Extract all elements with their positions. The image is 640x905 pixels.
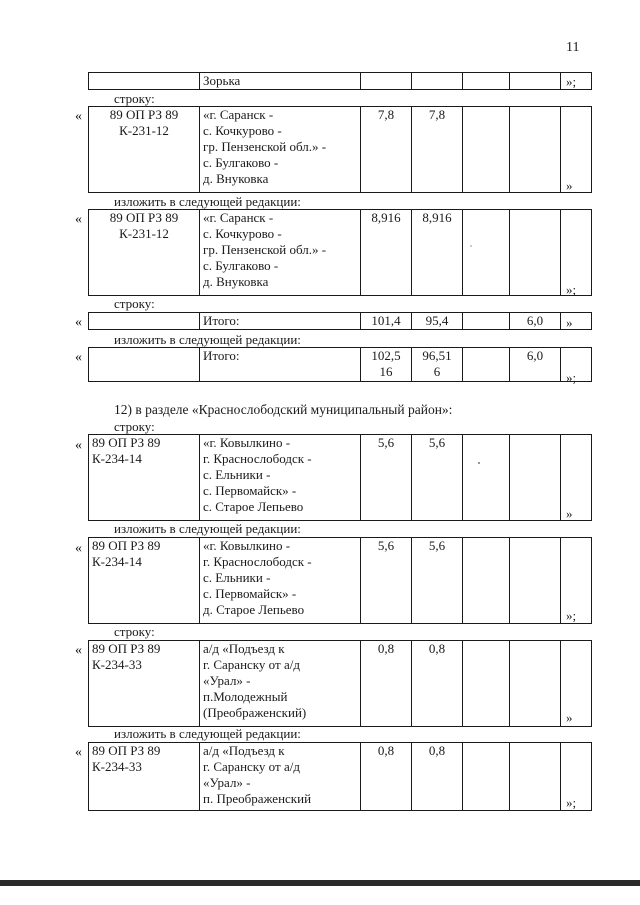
cell-line: с. Ельники -: [203, 570, 271, 585]
cell-line: 0,8: [428, 641, 446, 656]
road-code-cell: [89, 743, 200, 811]
cell-line: [415, 73, 459, 89]
length-total-cell: [361, 641, 412, 727]
empty-cell: [463, 313, 510, 330]
road-code-cell: [89, 210, 200, 296]
length-paved-cell: [412, 641, 463, 727]
cell-line: гр. Пензенской обл.» -: [203, 139, 327, 154]
table-row: [88, 640, 592, 727]
length-paved-cell: [412, 348, 463, 382]
scan-speck: [470, 245, 472, 247]
empty-cell: [463, 73, 510, 90]
length-total-cell: [361, 107, 412, 193]
open-quote-mark: «: [75, 315, 82, 330]
table-row: [88, 312, 592, 330]
close-quote-mark: »;: [566, 795, 577, 810]
length-paved-cell: [412, 538, 463, 624]
cell-line: 5,6: [428, 435, 446, 450]
road-name-cell: [200, 348, 361, 382]
open-quote-mark: «: [75, 109, 82, 124]
scan-border: [0, 880, 640, 886]
road-code-cell: [89, 73, 200, 90]
cell-line: д. Старое Лепьево: [203, 602, 305, 617]
cell-line: а/д «Подъезд к: [203, 743, 285, 758]
cell-line: «Урал» -: [203, 673, 251, 688]
cell-line: 5,6: [428, 538, 446, 553]
instruction-label: строку:: [114, 419, 155, 434]
empty-cell: [463, 641, 510, 727]
cell-line: [513, 107, 557, 123]
cell-line: 7,8: [377, 107, 395, 122]
cell-line: 6,0: [526, 313, 544, 328]
instruction-label: строку:: [114, 624, 155, 639]
empty-cell: [463, 348, 510, 382]
cell-line: 89 ОП РЗ 89: [109, 107, 179, 122]
cell-line: 5,6: [377, 435, 395, 450]
length-other-cell: [510, 107, 561, 193]
length-total-cell: [361, 435, 412, 521]
cell-line: [364, 73, 408, 89]
road-name-cell: [200, 210, 361, 296]
length-other-cell: [510, 538, 561, 624]
cell-line: д. Внуковка: [203, 274, 269, 289]
road-name-cell: [200, 538, 361, 624]
road-code-cell: [89, 435, 200, 521]
road-name-cell: [200, 743, 361, 811]
length-total-cell: [361, 210, 412, 296]
table-row: [88, 742, 592, 811]
cell-line: 0,8: [377, 641, 395, 656]
cell-line: [513, 210, 557, 226]
cell-line: г. Краснослободск -: [203, 451, 312, 466]
cell-line: 89 ОП РЗ 89: [92, 743, 161, 758]
cell-line: д. Внуковка: [203, 171, 269, 186]
road-code-cell: [89, 348, 200, 382]
road-name-cell: [200, 435, 361, 521]
length-total-cell: [361, 348, 412, 382]
cell-line: (Преображенский): [203, 705, 307, 720]
cell-line: с. Булгаково -: [203, 258, 279, 273]
cell-line: п.Молодежный: [203, 689, 288, 704]
empty-cell: [463, 210, 510, 296]
length-other-cell: [510, 210, 561, 296]
cell-line: г. Саранску от а/д: [203, 759, 300, 774]
cell-line: с. Ельники -: [203, 467, 271, 482]
cell-line: 0,8: [377, 743, 395, 758]
cell-line: К-234-14: [92, 451, 142, 466]
cell-line: «г. Ковылкино -: [203, 435, 291, 450]
cell-line: 0,8: [428, 743, 446, 758]
length-paved-cell: [412, 743, 463, 811]
open-quote-mark: «: [75, 212, 82, 227]
open-quote-mark: «: [75, 438, 82, 453]
cell-line: К-231-12: [119, 123, 169, 138]
cell-line: Итого:: [203, 313, 240, 328]
cell-line: 7,8: [428, 107, 446, 122]
cell-line: К-234-14: [92, 554, 142, 569]
cell-line: Итого:: [203, 348, 240, 363]
instruction-label: изложить в следующей редакции:: [114, 521, 301, 536]
length-paved-cell: [412, 107, 463, 193]
cell-line: 6,0: [526, 348, 544, 363]
cell-line: [513, 538, 557, 554]
cell-line: [513, 73, 557, 89]
length-other-cell: [510, 313, 561, 330]
close-quote-mark: »;: [566, 608, 577, 623]
close-quote-mark: »;: [566, 74, 577, 89]
instruction-label: изложить в следующей редакции:: [114, 194, 301, 209]
open-quote-mark: «: [75, 541, 82, 556]
road-name-cell: [200, 73, 361, 90]
cell-line: 8,916: [371, 210, 401, 225]
length-paved-cell: [412, 435, 463, 521]
cell-line: 6: [433, 364, 441, 379]
length-total-cell: [361, 313, 412, 330]
cell-line: с. Старое Лепьево: [203, 499, 304, 514]
close-quote-mark: »: [566, 315, 573, 330]
cell-line: 16: [379, 364, 393, 379]
cell-line: 5,6: [377, 538, 395, 553]
empty-cell: [463, 538, 510, 624]
empty-cell: [463, 107, 510, 193]
cell-line: К-234-33: [92, 657, 142, 672]
length-other-cell: [510, 435, 561, 521]
road-code-cell: [89, 107, 200, 193]
road-name-cell: [200, 641, 361, 727]
cell-line: с. Булгаково -: [203, 155, 279, 170]
cell-line: [92, 348, 196, 364]
close-quote-mark: »;: [566, 282, 577, 297]
road-name-cell: [200, 313, 361, 330]
cell-line: с. Первомайск» -: [203, 586, 297, 601]
cell-line: с. Первомайск» -: [203, 483, 297, 498]
empty-cell: [463, 435, 510, 521]
length-other-cell: [510, 743, 561, 811]
cell-line: «г. Саранск -: [203, 210, 274, 225]
cell-line: п. Преображенский: [203, 791, 312, 806]
length-total-cell: [361, 538, 412, 624]
scan-speck: [478, 462, 480, 464]
table-row: [88, 106, 592, 193]
close-quote-mark: »: [566, 506, 573, 521]
empty-cell: [463, 743, 510, 811]
cell-line: [513, 743, 557, 759]
length-paved-cell: [412, 210, 463, 296]
cell-line: 101,4: [371, 313, 401, 328]
cell-line: г. Саранску от а/д: [203, 657, 300, 672]
cell-line: «Урал» -: [203, 775, 251, 790]
cell-line: гр. Пензенской обл.» -: [203, 242, 327, 257]
table-row: [88, 537, 592, 624]
cell-line: [92, 313, 196, 329]
cell-line: 102,5: [371, 348, 401, 363]
cell-line: а/д «Подъезд к: [203, 641, 285, 656]
cell-line: К-231-12: [119, 226, 169, 241]
cell-line: Зорька: [203, 73, 241, 88]
instruction-label: изложить в следующей редакции:: [114, 332, 301, 347]
close-quote-mark: »;: [566, 370, 577, 385]
cell-line: [513, 435, 557, 451]
cell-line: 89 ОП РЗ 89: [92, 538, 161, 553]
cell-line: 95,4: [425, 313, 449, 328]
road-name-cell: [200, 107, 361, 193]
table-row: [88, 347, 592, 382]
length-paved-cell: [412, 73, 463, 90]
length-other-cell: [510, 348, 561, 382]
page-number: 11: [566, 40, 580, 55]
length-total-cell: [361, 73, 412, 90]
cell-line: 89 ОП РЗ 89: [92, 641, 161, 656]
cell-line: г. Краснослободск -: [203, 554, 312, 569]
length-other-cell: [510, 73, 561, 90]
length-total-cell: [361, 743, 412, 811]
cell-line: 96,51: [422, 348, 452, 363]
road-code-cell: [89, 313, 200, 330]
close-quote-mark: »: [566, 178, 573, 193]
instruction-label: изложить в следующей редакции:: [114, 726, 301, 741]
table-row: [88, 72, 592, 90]
cell-line: 8,916: [422, 210, 452, 225]
road-code-cell: [89, 538, 200, 624]
road-code-cell: [89, 641, 200, 727]
cell-line: К-234-33: [92, 759, 142, 774]
table-row: [88, 209, 592, 296]
cell-line: «г. Саранск -: [203, 107, 274, 122]
instruction-label: строку:: [114, 91, 155, 106]
open-quote-mark: «: [75, 745, 82, 760]
cell-line: 89 ОП РЗ 89: [109, 210, 179, 225]
cell-line: [513, 641, 557, 657]
length-other-cell: [510, 641, 561, 727]
cell-line: [92, 73, 196, 89]
section-heading: 12) в разделе «Краснослободский муниципальный район»:: [114, 402, 453, 417]
close-quote-mark: »: [566, 710, 573, 725]
cell-line: 89 ОП РЗ 89: [92, 435, 161, 450]
open-quote-mark: «: [75, 350, 82, 365]
open-quote-mark: «: [75, 643, 82, 658]
cell-line: «г. Ковылкино -: [203, 538, 291, 553]
cell-line: с. Кочкурово -: [203, 123, 282, 138]
cell-line: с. Кочкурово -: [203, 226, 282, 241]
length-paved-cell: [412, 313, 463, 330]
table-row: [88, 434, 592, 521]
instruction-label: строку:: [114, 296, 155, 311]
